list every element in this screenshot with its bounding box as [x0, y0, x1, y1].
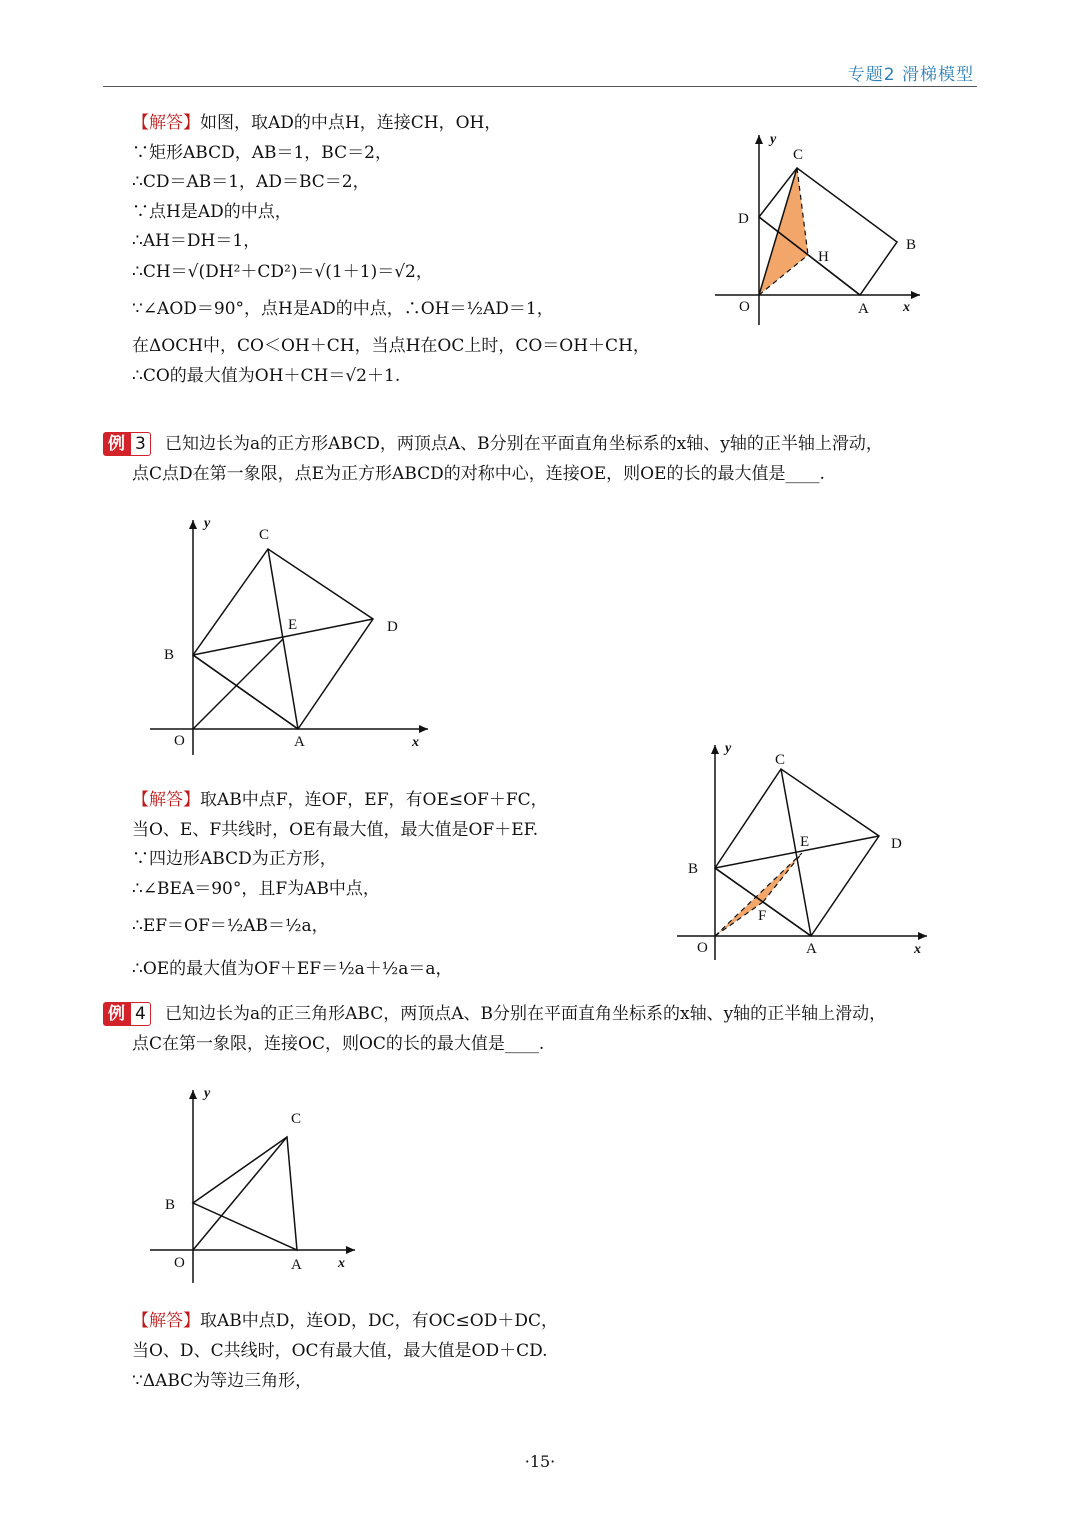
solution-2-line-8: 在ΔOCH中，CO＜OH＋CH，当点H在OC上时，CO＝OH＋CH， — [132, 336, 650, 356]
y-axis-arrow — [755, 135, 763, 144]
solution-3-line-2: 当O、E、F共线时，OE有最大值，最大值是OF＋EF. — [132, 820, 539, 840]
solution-2-line-1: 【解答】如图，取AD的中点H，连接CH，OH， — [132, 113, 502, 133]
solution-tag: 【解答】 — [132, 113, 200, 133]
solution-2-line-6: ∴CH＝√(DH²＋CD²)＝√(1＋1)＝√2， — [132, 262, 433, 282]
solution-3-line-3: ∵四边形ABCD为正方形， — [132, 849, 337, 869]
solution-2-line-7: ∵∠AOD＝90°，点H是AD的中点，∴OH＝½AD＝1， — [132, 299, 554, 319]
solution-3-line-1: 【解答】取AB中点F，连OF，EF，有OE≤OF＋FC， — [132, 790, 548, 810]
example-3-line-2: 点C点D在第一象限，点E为正方形ABCD的对称中心，连接OE，则OE的长的最大值是____. — [132, 464, 825, 484]
solution-2-line-9: ∴CO的最大值为OH＋CH＝√2＋1. — [132, 366, 401, 386]
point-label-e: E — [288, 617, 298, 633]
point-label-e: E — [800, 834, 810, 850]
point-label-a: A — [858, 301, 869, 317]
axis-label-x: x — [903, 300, 910, 315]
header-title: 专题2 滑梯模型 — [847, 65, 974, 85]
example-4-line-1: 已知边长为a的正三角形ABC，两顶点A、B分别在平面直角坐标系的x轴、y轴的正半轴上滑动， — [165, 1004, 887, 1024]
y-axis-arrow — [189, 520, 197, 529]
figure-1-rectangle — [700, 125, 940, 335]
page-number: ·15· — [524, 1452, 556, 1471]
y-axis-arrow — [711, 745, 719, 754]
point-label-a: A — [294, 734, 305, 750]
point-label-c: C — [291, 1111, 302, 1127]
figure-2-square — [150, 515, 440, 755]
point-label-c: C — [793, 147, 804, 163]
triangle-abc — [193, 1137, 297, 1250]
point-label-o: O — [697, 940, 708, 956]
x-axis-arrow — [419, 725, 428, 733]
axis-label-y: y — [770, 132, 777, 147]
solution-3-line-4: ∴∠BEA＝90°，且F为AB中点， — [132, 879, 380, 899]
axis-label-x: x — [338, 1256, 345, 1271]
solution-2-line-2: ∵矩形ABCD，AB＝1，BC＝2， — [132, 143, 392, 163]
example-4-line-2: 点C在第一象限，连接OC，则OC的长的最大值是____. — [132, 1034, 545, 1054]
point-label-c: C — [259, 527, 270, 543]
point-label-b: B — [165, 1197, 176, 1213]
solution-3-line-5: ∴EF＝OF＝½AB＝½a， — [132, 916, 329, 936]
point-label-b: B — [906, 237, 917, 253]
diagonal-ca — [781, 769, 811, 936]
point-label-o: O — [174, 733, 185, 749]
figure-4-triangle — [150, 1085, 370, 1285]
x-axis-arrow — [918, 932, 927, 940]
axis-label-x: x — [412, 735, 419, 750]
point-label-f: F — [758, 908, 767, 924]
axis-label-y: y — [725, 741, 732, 756]
point-label-o: O — [174, 1255, 185, 1271]
axis-label-y: y — [204, 516, 211, 531]
header-rule — [103, 86, 977, 87]
solution-3-line-6: ∴OE的最大值为OF＋EF＝½a＋½a＝a， — [132, 959, 453, 979]
diagonal-bd — [715, 836, 879, 868]
axis-label-y: y — [204, 1086, 211, 1101]
segment-ba — [193, 655, 298, 729]
solution-4-line-1: 【解答】取AB中点D，连OD，DC，有OC≤OD＋DC， — [132, 1311, 558, 1331]
example-3-line-1: 已知边长为a的正方形ABCD，两顶点A、B分别在平面直角坐标系的x轴、y轴的正半轴上滑动， — [165, 434, 883, 454]
solution-4-line-2: 当O、D、C共线时，OC有最大值，最大值是OD＋CD. — [132, 1341, 548, 1361]
x-axis-arrow — [346, 1246, 355, 1254]
solution-2-line-5: ∴AH＝DH＝1， — [132, 231, 261, 251]
solution-2-line-3: ∴CD＝AB＝1，AD＝BC＝2， — [132, 172, 370, 192]
example-3-badge: 例 3 — [103, 432, 151, 456]
point-label-d: D — [387, 619, 398, 635]
solution-4-line-3: ∵ΔABC为等边三角形， — [132, 1371, 313, 1391]
segment-of — [715, 902, 763, 936]
point-label-b: B — [688, 861, 699, 877]
figure-3-square-with-midpoint — [675, 740, 935, 965]
axis-label-x: x — [914, 942, 921, 957]
highlight-triangle-och — [759, 168, 808, 295]
point-label-d: D — [738, 211, 749, 227]
point-label-o: O — [739, 299, 750, 315]
point-label-a: A — [291, 1257, 302, 1273]
example-4-badge: 例 4 — [103, 1002, 151, 1026]
point-label-h: H — [818, 249, 829, 265]
solution-2-line-4: ∵点H是AD的中点， — [132, 202, 292, 222]
point-label-d: D — [891, 836, 902, 852]
y-axis-arrow — [189, 1090, 197, 1099]
point-label-a: A — [806, 941, 817, 957]
point-label-c: C — [775, 752, 786, 768]
x-axis-arrow — [911, 291, 920, 299]
point-label-b: B — [164, 647, 175, 663]
segment-fe — [763, 853, 802, 902]
